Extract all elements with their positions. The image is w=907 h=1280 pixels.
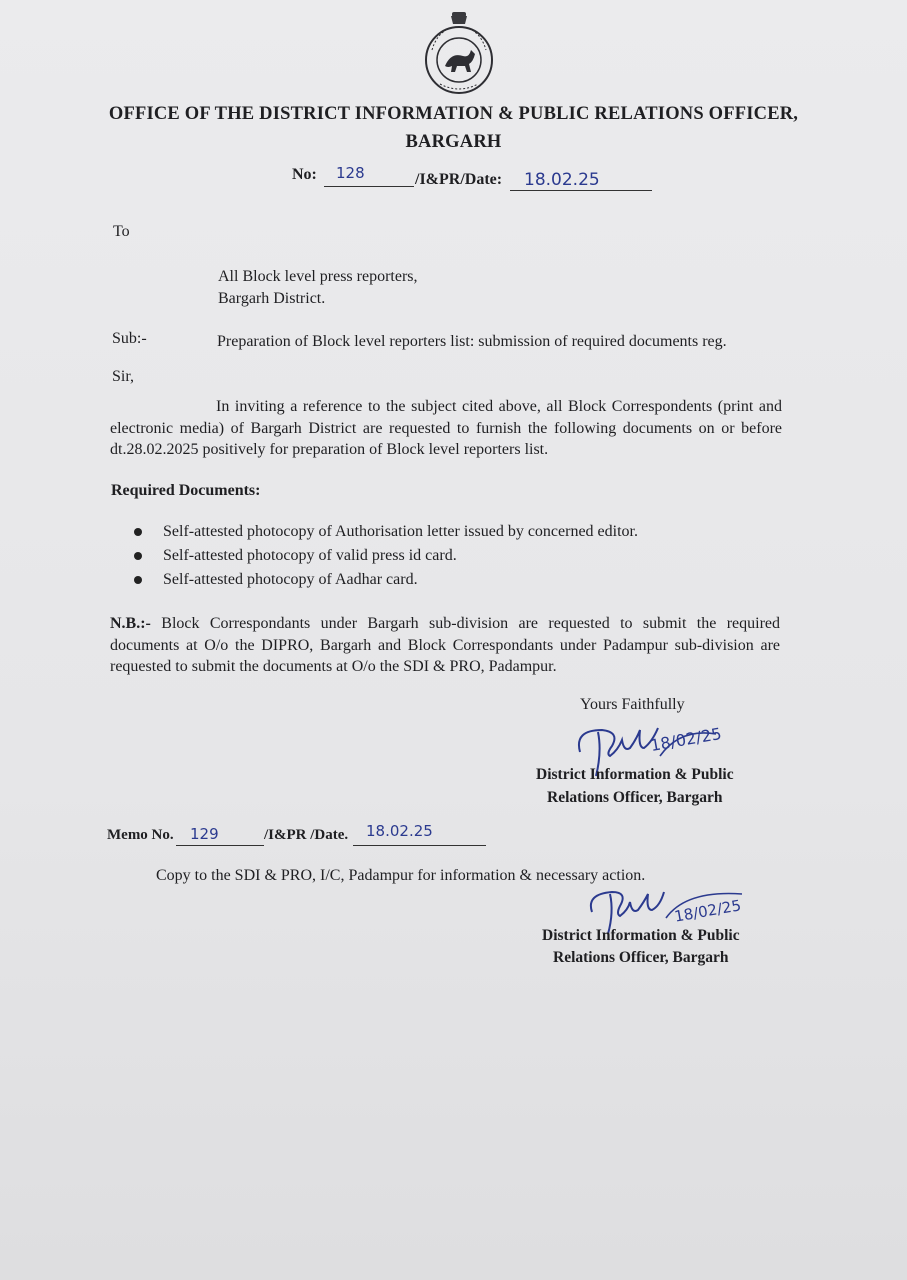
office-title: OFFICE OF THE DISTRICT INFORMATION & PUBLIC RELATIONS OFFICER, <box>108 104 799 124</box>
letter-no-label: No: <box>292 166 317 183</box>
bullet-icon <box>134 576 142 584</box>
memo-label: Memo No. <box>107 827 174 843</box>
subject-text: Preparation of Block level reporters list: submission of required documents reg. <box>217 333 727 350</box>
subject-label: Sub:- <box>112 330 147 347</box>
required-document-item: Self-attested photocopy of valid press id card. <box>163 547 457 564</box>
closing-line: Yours Faithfully <box>580 696 685 713</box>
signatory-line1: District Information & Public <box>536 766 734 783</box>
signature-date: 18/02/25 <box>672 896 743 926</box>
addressee-line1: All Block level press reporters, <box>218 268 418 285</box>
signatory2-line2: Relations Officer, Bargarh <box>553 949 729 966</box>
signature-date: 18/02/25 <box>648 723 723 756</box>
memo-no-value: 129 <box>190 825 219 843</box>
memo-suffix: /I&PR /Date. <box>264 827 349 843</box>
signatory2-line1: District Information & Public <box>542 927 740 944</box>
signatory-line2: Relations Officer, Bargarh <box>547 789 723 806</box>
state-emblem-icon <box>418 10 500 96</box>
salutation: Sir, <box>112 368 135 385</box>
bullet-icon <box>134 552 142 560</box>
nb-text: Block Correspondants under Bargarh sub-division are requested to submit the required documents at O/o the DIPRO, Bargarh and Block Correspondants under Padampur sub-division are requested to submit the documents at O/o the SDI & PRO, Padampur. <box>110 615 781 675</box>
letter-no-suffix: /I&PR/Date: <box>415 171 503 188</box>
letter-date-underline <box>510 190 652 191</box>
nb-label: N.B.:- <box>110 615 151 632</box>
copy-line: Copy to the SDI & PRO, I/C, Padampur for information & necessary action. <box>156 867 646 884</box>
memo-date-value: 18.02.25 <box>366 822 433 840</box>
addressee-line2: Bargarh District. <box>218 290 326 307</box>
office-place: BARGARH <box>405 132 502 152</box>
memo-no-underline <box>176 845 264 846</box>
letter-no-underline <box>324 186 414 187</box>
required-document-item: Self-attested photocopy of Aadhar card. <box>163 571 418 588</box>
memo-date-underline <box>353 845 486 846</box>
body-paragraph: In inviting a reference to the subject cited above, all Block Correspondents (print and electronic media) of Bargarh District are requested to furnish the following documents on or before dt.28.02.2025 positively for preparation of Block level reporters list. <box>110 398 782 458</box>
to-label: To <box>113 223 130 240</box>
required-documents-heading: Required Documents: <box>111 482 261 499</box>
letter-no-value: 128 <box>336 164 365 182</box>
letter-date-value: 18.02.25 <box>524 170 600 190</box>
bullet-icon <box>134 528 142 536</box>
nb-paragraph <box>110 613 780 678</box>
required-document-item: Self-attested photocopy of Authorisation letter issued by concerned editor. <box>163 523 638 540</box>
